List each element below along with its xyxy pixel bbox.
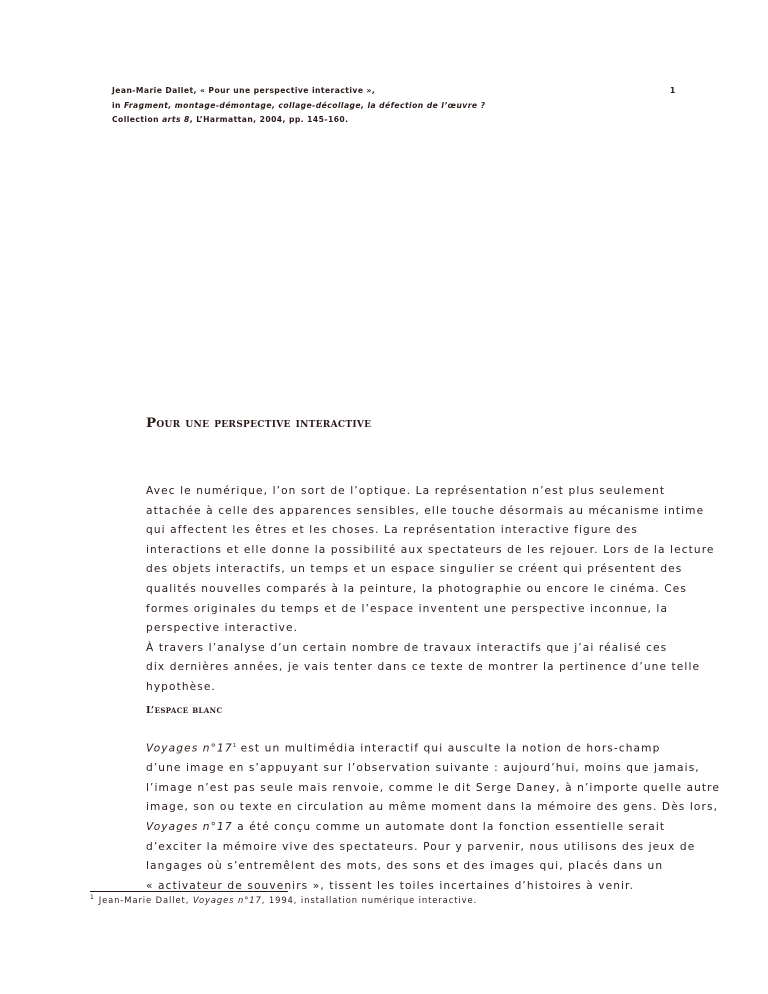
intro-paragraph-1 — [112, 482, 715, 639]
section-paragraph — [112, 737, 721, 896]
text-line: qui affectent les êtres et les choses. La représentation interactive figure des — [146, 524, 639, 537]
text-line: langages où s’entremêlent des mots, des sons et des images qui, placés dans un — [146, 860, 664, 873]
text-line: hypothèse. — [146, 680, 216, 693]
footnote-author: Jean-Marie Dallet, — [98, 894, 193, 905]
citation-line-3 — [112, 113, 672, 128]
citation-line-1: Jean-Marie Dallet, « Pour une perspective interactive », — [112, 86, 376, 95]
text-line: l’image n’est pas seule mais renvoie, comme le dit Serge Daney, à n’importe quelle autre — [146, 781, 721, 794]
text-run: est un multimédia interactif qui ausculte la notion de hors-champ — [236, 742, 661, 755]
citation-book-title: Fragment, montage-démontage, collage-décollage, la défection de l’œuvre ? — [124, 100, 486, 110]
footnote-work-title: Voyages n°17 — [192, 894, 262, 905]
text-line: d’une image en s’appuyant sur l’observation suivante : aujourd’hui, moins que jamais, — [146, 762, 700, 775]
citation-publisher: , L’Harmattan, 2004, pp. 145-160. — [189, 115, 349, 124]
work-title: Voyages n°17 — [146, 742, 233, 755]
citation-series: arts 8 — [162, 115, 190, 124]
text-line: image, son ou texte en circulation au même moment dans la mémoire des gens. Dès lors, — [146, 801, 719, 814]
section-heading: L’espace blanc — [146, 705, 223, 716]
text-line: formes originales du temps et de l’espace inventent une perspective inconnue, la — [146, 602, 669, 615]
text-line: Avec le numérique, l’on sort de l’optique. La représentation n’est plus seulement — [146, 485, 666, 497]
page-number: 1 — [670, 86, 676, 95]
footnote-details: , 1994, installation numérique interactive. — [261, 894, 478, 905]
text-line — [112, 818, 682, 838]
citation-header — [112, 84, 672, 128]
text-line: d’exciter la mémoire vive des spectateurs. Pour y parvenir, nous utilisons des jeux de — [146, 840, 696, 853]
article-title: Pour une perspective interactive — [146, 415, 372, 431]
text-line: interactions et elle donne la possibilité aux spectateurs de les rejouer. Lors de la lecture — [146, 543, 715, 556]
text-line: perspective interactive. — [146, 622, 299, 635]
text-line: dix dernières années, je vais tenter dans ce texte de montrer la pertinence d’une telle — [146, 661, 701, 674]
text-line — [112, 737, 682, 759]
footnote-ref: 1 — [232, 743, 237, 749]
intro — [112, 482, 715, 698]
text-line: À travers l’analyse d’un certain nombre de travaux interactifs que j’ai réalisé ces — [146, 641, 668, 654]
text-line: qualités nouvelles comparés à la peinture, la photographie ou encore le cinéma. Ces — [146, 582, 687, 595]
text-run: a été conçu comme un automate dont la fonction essentielle serait — [232, 820, 666, 833]
citation-line-2 — [112, 99, 672, 114]
text-line: attachée à celle des apparences sensibles, elle touche désormais au mécanisme intime — [146, 504, 705, 517]
footnote-separator — [90, 891, 288, 892]
citation-in: in — [112, 100, 125, 110]
work-title: Voyages n°17 — [146, 820, 233, 833]
section-body — [112, 737, 721, 896]
footnote — [90, 894, 477, 905]
intro-paragraph-2 — [112, 639, 701, 698]
citation-collection: Collection — [112, 115, 163, 124]
footnote-number: 1 — [90, 894, 95, 901]
text-line: « activateur de souvenirs », tissent les toiles incertaines d’histoires à venir. — [146, 879, 635, 892]
text-line: des objets interactifs, un temps et un espace singulier se créent qui présentent des — [146, 563, 683, 576]
